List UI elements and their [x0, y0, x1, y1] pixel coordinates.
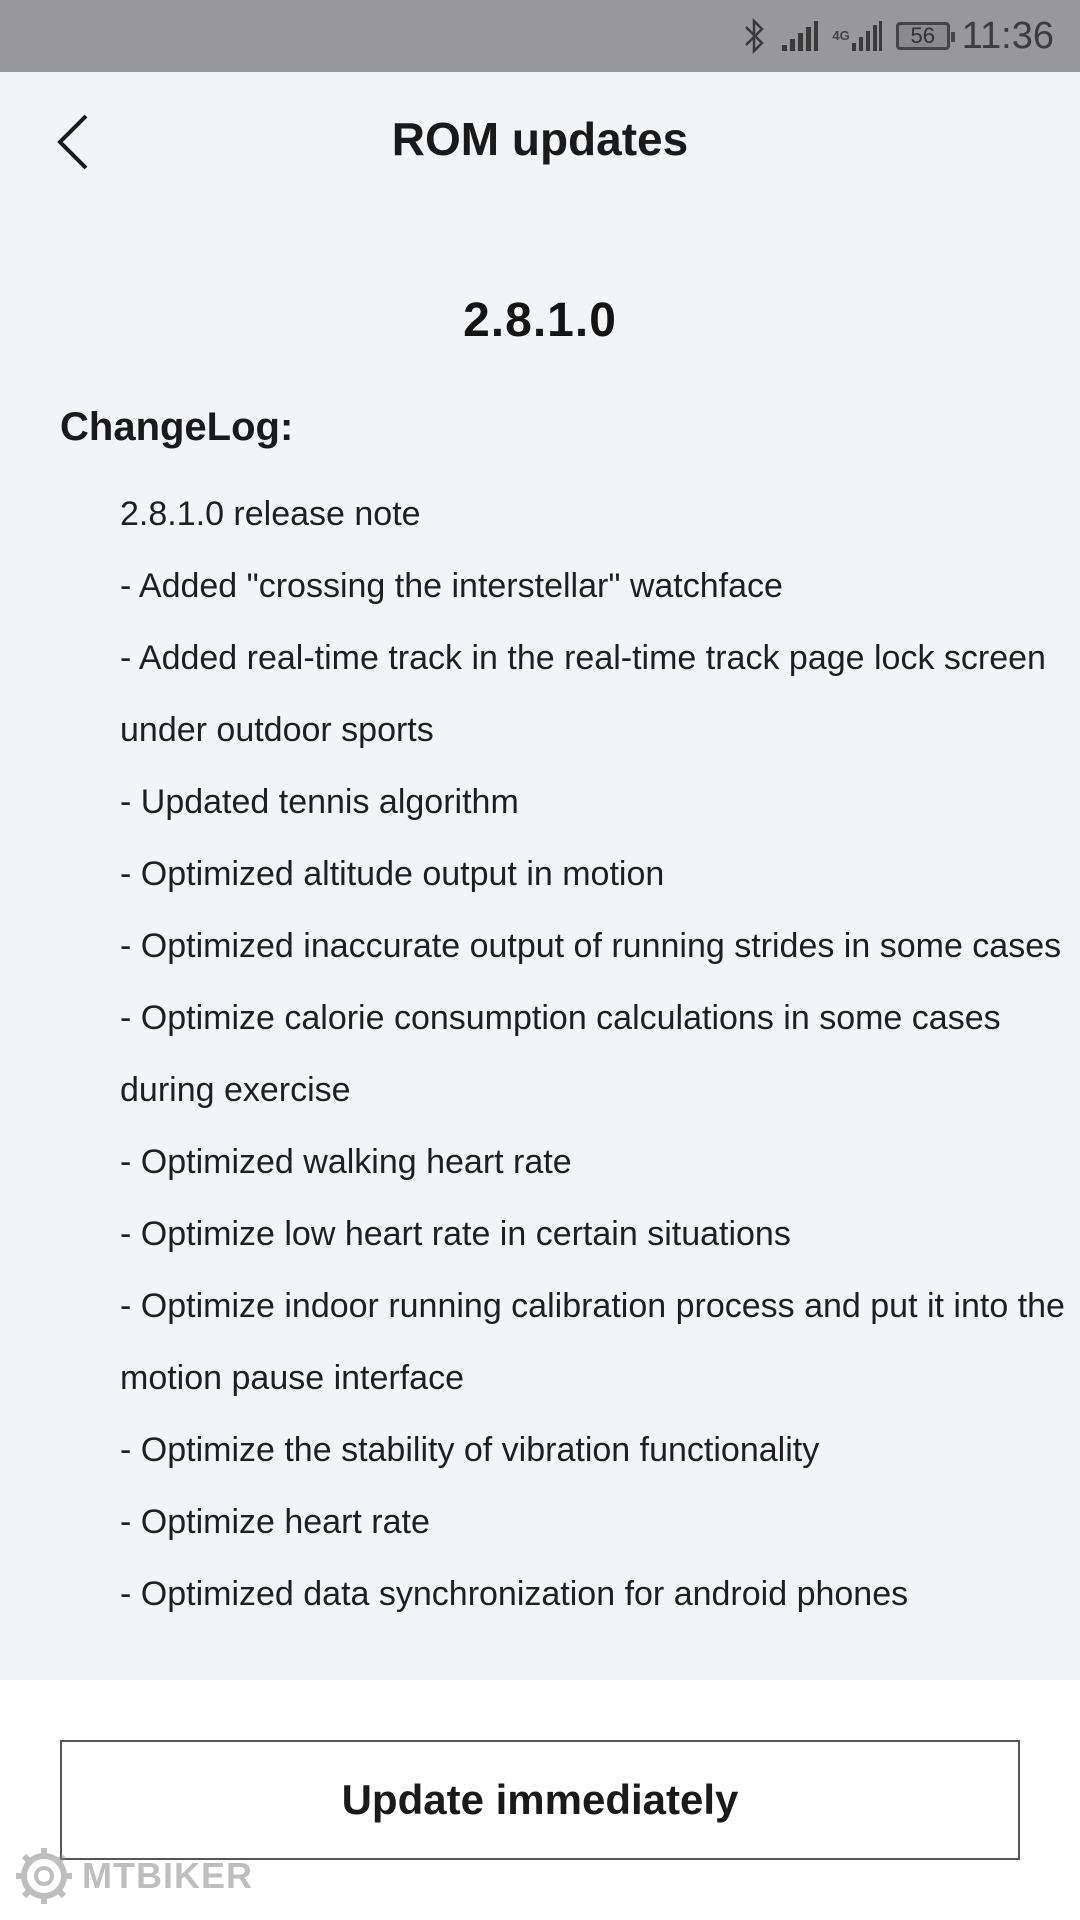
changelog-item: - Optimized data synchronization for android phones [120, 1575, 909, 1613]
battery-icon [896, 22, 950, 50]
network-type-label: 4G [832, 28, 850, 43]
changelog-heading: ChangeLog: [60, 405, 294, 449]
app-header [0, 72, 1080, 212]
changelog-item: - Optimized altitude output in motion [120, 855, 665, 893]
signal-4g-icon [832, 21, 881, 51]
status-time: 11:36 [961, 14, 1054, 57]
watermark [14, 1846, 253, 1906]
gear-logo-icon [14, 1846, 74, 1906]
changelog-item: - Optimize the stability of vibration functionality [120, 1431, 820, 1469]
signal-icon [782, 21, 818, 51]
bluetooth-icon [742, 17, 768, 55]
update-immediately-button[interactable]: Update immediately [60, 1740, 1020, 1860]
changelog-item: - Optimize heart rate [120, 1503, 430, 1541]
watermark-text: MTBIKER [82, 1855, 253, 1896]
version-number: 2.8.1.0 [463, 294, 617, 347]
changelog-item: - Optimized inaccurate output of running strides in some cases [120, 927, 1062, 965]
changelog-item: - Added real-time track in the real-time track page lock screen under outdoor sports [120, 639, 1046, 749]
changelog-item: - Optimized walking heart rate [120, 1143, 572, 1181]
changelog-item: 2.8.1.0 release note [120, 495, 421, 533]
battery-level: 56 [896, 22, 950, 50]
changelog-item: - Optimize calorie consumption calculations in some cases during exercise [120, 999, 1001, 1109]
changelog-item: - Added "crossing the interstellar" watchface [120, 567, 783, 605]
changelog-item: - Optimize indoor running calibration process and put it into the motion pause interface [120, 1287, 1065, 1397]
page-title: ROM updates [391, 113, 689, 165]
changelog-item: - Optimize low heart rate in certain situations [120, 1215, 791, 1253]
changelog-list [120, 478, 1080, 1630]
changelog-item: - Updated tennis algorithm [120, 783, 519, 821]
status-bar [0, 0, 1080, 72]
